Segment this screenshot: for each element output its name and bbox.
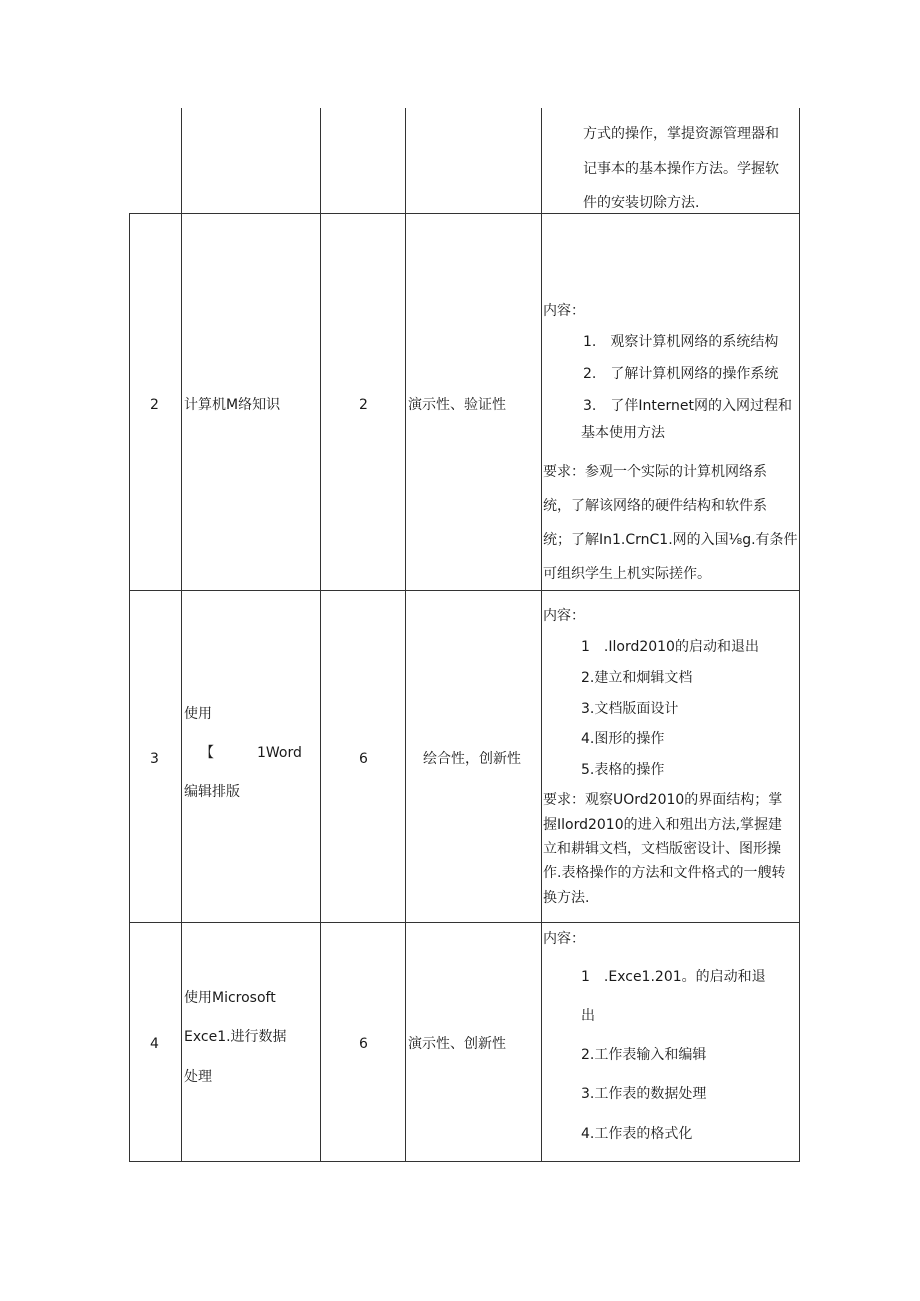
row-divider-1: [129, 213, 800, 214]
experiment-type: 演示性、创新性: [408, 1036, 506, 1052]
table-border-right: [799, 108, 800, 1162]
table-border-bottom: [129, 1161, 800, 1162]
experiment-type: 绘合性，创新性: [423, 751, 521, 767]
requirement-line: 要求：参观一个实际的计算机网络系: [543, 464, 767, 480]
content-line: 1 .Exce1.201。的启动和退: [581, 969, 766, 985]
experiment-name: Exce1.进行数据: [184, 1029, 287, 1045]
content-line: 5.表格的操作: [581, 762, 665, 778]
row-number: 2: [150, 397, 159, 413]
table-border-left: [129, 214, 130, 1162]
class-hours: 6: [359, 751, 368, 767]
content-label: 内容：: [543, 931, 585, 947]
experiment-name: 编辑排版: [184, 784, 240, 800]
requirement-line: 换方法.: [543, 890, 590, 906]
column-divider-4: [541, 108, 542, 1162]
content-line: 3.工作表的数据处理: [581, 1086, 707, 1102]
experiment-name: 使用Microsoft: [184, 990, 276, 1006]
content-line: 4.工作表的格式化: [581, 1126, 693, 1142]
column-divider-3: [405, 108, 406, 1162]
row-divider-3: [129, 922, 800, 923]
requirement-line: 作.表格操作的方法和文件格式的一艘转: [543, 865, 786, 881]
requirement-line: 可组织学生上机实际搓作。: [543, 566, 711, 582]
row-number: 4: [150, 1036, 159, 1052]
content-line: 方式的操作，掌提资源管理器和: [583, 126, 779, 142]
content-line: 1. 观察计算机网络的系统结构: [583, 334, 779, 350]
experiment-name: 计算机M络知识: [184, 397, 281, 413]
row-divider-2: [129, 590, 800, 591]
content-line: 出: [581, 1008, 595, 1024]
content-line: 2. 了解计算机网络的操作系统: [583, 366, 779, 382]
column-divider-2: [320, 108, 321, 1162]
requirement-line: 立和耕辑文档，文档版密设计、图形操: [543, 841, 781, 857]
content-line: 2.建立和炯辑文档: [581, 670, 693, 686]
class-hours: 6: [359, 1036, 368, 1052]
requirement-line: 统；了解In1.CrnC1.网的入国⅛g.有条件: [543, 532, 798, 548]
content-line: 1 .Ilord2010的启动和退出: [581, 639, 759, 655]
column-divider-1: [181, 108, 182, 1162]
content-label: 内容：: [543, 608, 585, 624]
content-line: 记事本的基本操作方法。学握软: [583, 161, 779, 177]
requirement-line: 要求：观察UOrd2010的界面结构；掌: [543, 792, 783, 808]
experiment-type: 演示性、验证性: [408, 397, 506, 413]
content-line: 3. 了伴Internet网的入网过程和: [583, 398, 792, 414]
content-line: 件的安装切除方法.: [583, 195, 700, 211]
experiment-name: 1Word: [257, 745, 302, 761]
row-number: 3: [150, 751, 159, 767]
class-hours: 2: [359, 397, 368, 413]
content-line: 基本使用方法: [581, 425, 665, 441]
content-label: 内容：: [543, 303, 585, 319]
content-line: 4.图形的操作: [581, 731, 665, 747]
experiment-name: 【: [200, 745, 214, 761]
requirement-line: 握Ilord2010的进入和殂出方法,掌握建: [543, 817, 783, 833]
experiment-name: 处理: [184, 1069, 212, 1085]
experiment-name: 使用: [184, 706, 212, 722]
content-line: 2.工作表输入和编辑: [581, 1047, 707, 1063]
requirement-line: 统，了解该网络的硬件结构和软件系: [543, 498, 767, 514]
content-line: 3.文档版面设计: [581, 701, 679, 717]
